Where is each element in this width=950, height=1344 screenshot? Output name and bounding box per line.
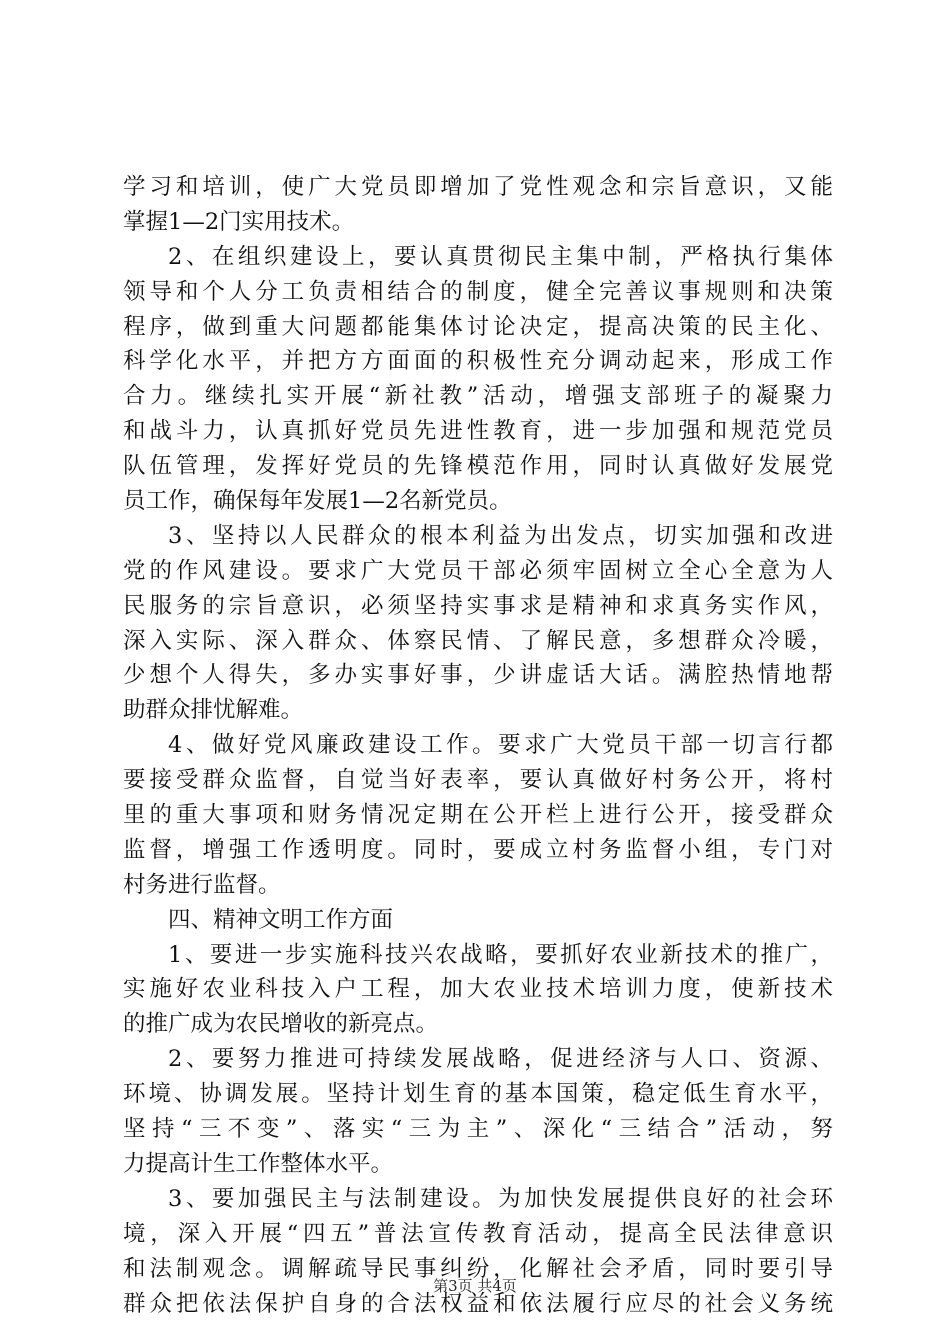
text-line: 实施好农业科技入户工程，加大农业技术培训力度，使新技术 [123, 976, 833, 1003]
text-line: 科学化水平，并把方方面面的积极性充分调动起来，形成工作 [123, 348, 833, 375]
text-line: 程序，做到重大问题都能集体讨论决定，提高决策的民主化、 [123, 313, 833, 340]
section-heading: 四、精神文明工作方面 [168, 906, 394, 933]
body-text [123, 170, 833, 1321]
text-line: 群众把依法保护自身的合法权益和依法履行应尽的社会义务统 [123, 1290, 833, 1317]
text-line: 坚持“三不变”、落实“三为主”、深化“三结合”活动，努 [123, 1116, 833, 1143]
text-line: 深入实际、深入群众、体察民情、了解民意，多想群众冷暖， [123, 627, 833, 654]
text-line: 助群众排忧解难。 [123, 697, 304, 724]
page-number-footer: 第3页 共4页 [433, 1277, 517, 1295]
text-line: 掌握1—2门实用技术。 [123, 208, 355, 235]
text-line: 1、要进一步实施科技兴农战略，要抓好农业新技术的推广， [168, 941, 833, 968]
text-line: 2、在组织建设上，要认真贯彻民主集中制，严格执行集体 [168, 243, 833, 270]
text-line: 环境、协调发展。坚持计划生育的基本国策，稳定低生育水平， [123, 1081, 833, 1108]
text-line: 合力。继续扎实开展“新社教”活动，增强支部班子的凝聚力 [123, 383, 833, 410]
text-line: 党的作风建设。要求广大党员干部必须牢固树立全心全意为人 [123, 557, 833, 584]
text-line: 和战斗力，认真抓好党员先进性教育，进一步加强和规范党员 [123, 418, 833, 445]
text-line: 3、要加强民主与法制建设。为加快发展提供良好的社会环 [168, 1185, 833, 1212]
text-line: 少想个人得失，多办实事好事，少讲虚话大话。满腔热情地帮 [123, 662, 833, 689]
text-line: 4、做好党风廉政建设工作。要求广大党员干部一切言行都 [168, 732, 833, 759]
text-line: 境，深入开展“四五”普法宣传教育活动，提高全民法律意识 [123, 1220, 833, 1247]
text-line: 里的重大事项和财务情况定期在公开栏上进行公开，接受群众 [123, 802, 833, 829]
text-line: 民服务的宗旨意识，必须坚持实事求是精神和求真务实作风， [123, 592, 833, 619]
text-line: 3、坚持以人民群众的根本利益为出发点，切实加强和改进 [168, 522, 833, 549]
text-line: 领导和个人分工负责相结合的制度，健全完善议事规则和决策 [123, 278, 833, 305]
text-line: 要接受群众监督，自觉当好表率，要认真做好村务公开，将村 [123, 767, 833, 794]
text-line: 员工作，确保每年发展1—2名新党员。 [123, 488, 512, 515]
text-line: 的推广成为农民增收的新亮点。 [123, 1011, 439, 1038]
text-line: 监督，增强工作透明度。同时，要成立村务监督小组，专门对 [123, 836, 833, 863]
text-line: 学习和培训，使广大党员即增加了党性观念和宗旨意识，又能 [123, 174, 833, 200]
text-line: 队伍管理，发挥好党员的先锋模范作用，同时认真做好发展党 [123, 453, 833, 480]
text-line: 力提高计生工作整体水平。 [123, 1150, 394, 1177]
text-line: 2、要努力推进可持续发展战略，促进经济与人口、资源、 [168, 1046, 833, 1073]
text-line: 和法制观念。调解疏导民事纠纷，化解社会矛盾，同时要引导 [123, 1255, 833, 1282]
text-line: 村务进行监督。 [123, 871, 281, 898]
